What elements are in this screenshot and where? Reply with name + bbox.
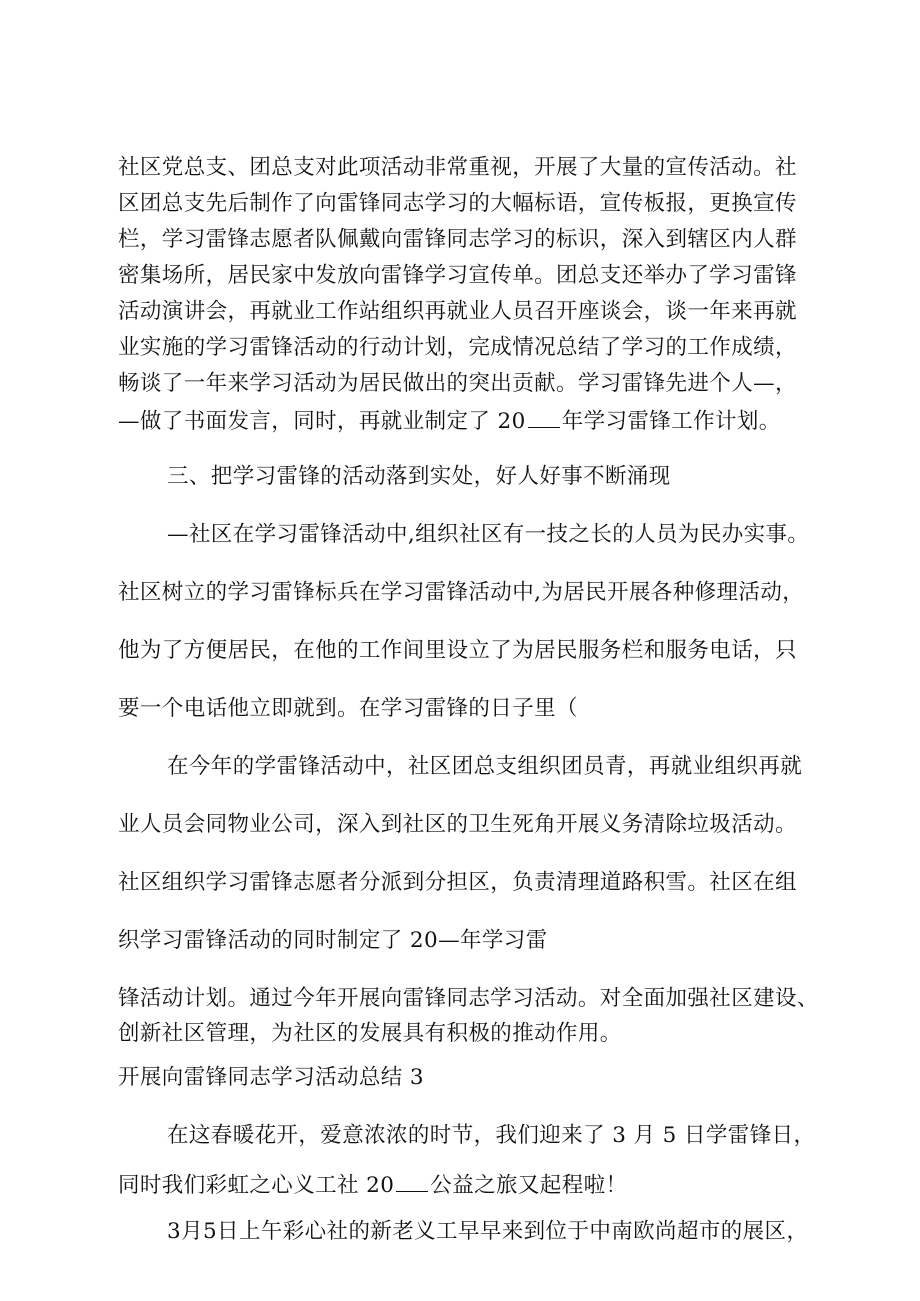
section-heading-3: 开展向雷锋同志学习活动总结 3 bbox=[118, 1065, 425, 1090]
paragraph-1-line-4: 密集场所，居民家中发放向雷锋学习宣传单。团总支还举办了学习雷锋 bbox=[118, 263, 797, 288]
paragraph-1-line-8-part-b: 年学习雷锋工作计划。 bbox=[561, 409, 781, 434]
paragraph-3-line-4: 织学习雷锋活动的同时制定了 20—年学习雷 bbox=[118, 928, 548, 953]
paragraph-1-line-2: 区团总支先后制作了向雷锋同志学习的大幅标语，宣传板报，更换宣传 bbox=[118, 191, 797, 216]
paragraph-2-line-2: 社区树立的学习雷锋标兵在学习雷锋活动中,为居民开展各种修理活动， bbox=[118, 580, 805, 605]
fill-in-blank bbox=[396, 1170, 428, 1192]
paragraph-1-line-8-part-a: —做了书面发言，同时，再就业制定了 20 bbox=[118, 409, 526, 434]
paragraph-4-line-1: 锋活动计划。通过今年开展向雷锋同志学习活动。对全面加强社区建设、 bbox=[118, 986, 819, 1011]
paragraph-1-line-7: 畅谈了一年来学习活动为居民做出的突出贡献。学习雷锋先进个人—， bbox=[118, 371, 797, 396]
fill-in-blank bbox=[528, 406, 560, 428]
paragraph-3-line-3: 社区组织学习雷锋志愿者分派到分担区，负责清理道路积雪。社区在组 bbox=[118, 870, 797, 895]
paragraph-5-line-2-part-b: 公益之旅又起程啦！ bbox=[430, 1173, 628, 1198]
paragraph-1-line-5: 活动演讲会，再就业工作站组织再就业人员召开座谈会，谈一年来再就 bbox=[118, 299, 797, 324]
paragraph-1-line-6: 业实施的学习雷锋活动的行动计划，完成情况总结了学习的工作成绩， bbox=[118, 335, 797, 360]
paragraph-1-line-8 bbox=[118, 406, 781, 436]
paragraph-1-line-1: 社区党总支、团总支对此项活动非常重视，开展了大量的宣传活动。社 bbox=[118, 155, 797, 180]
paragraph-1-line-3: 栏，学习雷锋志愿者队佩戴向雷锋同志学习的标识，深入到辖区内人群 bbox=[118, 227, 797, 252]
paragraph-3-line-1: 在今年的学雷锋活动中，社区团总支组织团员青，再就业组织再就 bbox=[167, 754, 803, 779]
paragraph-2-line-1: —社区在学习雷锋活动中,组织社区有一技之长的人员为民办实事。 bbox=[167, 522, 810, 547]
paragraph-5-line-2 bbox=[118, 1170, 627, 1200]
paragraph-2-line-4: 要一个电话他立即就到。在学习雷锋的日子里（ bbox=[118, 696, 578, 721]
paragraph-2-line-3: 他为了方便居民，在他的工作间里设立了为居民服务栏和服务电话，只 bbox=[118, 638, 797, 663]
paragraph-5-line-2-part-a: 同时我们彩虹之心义工社 20 bbox=[118, 1173, 395, 1198]
paragraph-6-line-1: 3月5日上午彩心社的新老义工早早来到位于中南欧尚超市的展区， bbox=[167, 1219, 809, 1244]
paragraph-3-line-2: 业人员会同物业公司，深入到社区的卫生死角开展义务清除垃圾活动。 bbox=[118, 812, 797, 837]
section-3-heading: 三、把学习雷锋的活动落到实处，好人好事不断涌现 bbox=[167, 464, 671, 489]
paragraph-4-line-2: 创新社区管理，为社区的发展具有积极的推动作用。 bbox=[118, 1021, 622, 1046]
paragraph-5-line-1: 在这春暖花开，爱意浓浓的时节，我们迎来了 3 月 5 日学雷锋日， bbox=[167, 1123, 816, 1148]
